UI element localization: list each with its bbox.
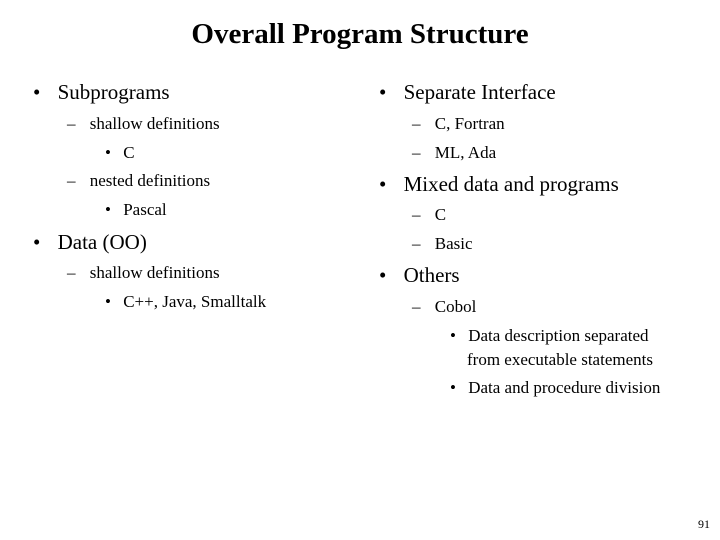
subsubbullet-label: Data and procedure division bbox=[468, 378, 661, 397]
subbullet-label: C bbox=[434, 205, 447, 224]
subbullet-label: shallow definitions bbox=[89, 114, 220, 133]
bullet-label: Subprograms bbox=[57, 80, 170, 104]
dash-icon: – bbox=[412, 297, 421, 316]
bullet-icon: • bbox=[105, 143, 111, 162]
subsubbullet-data-description bbox=[450, 327, 649, 344]
bullet-label: Separate Interface bbox=[403, 80, 556, 104]
subsubbullet-cpp-java-smalltalk bbox=[105, 293, 266, 310]
subsubbullet-c bbox=[105, 144, 135, 161]
bullet-icon: • bbox=[379, 263, 387, 287]
bullet-label: Others bbox=[403, 263, 460, 287]
subbullet-label: ML, Ada bbox=[434, 143, 497, 162]
bullet-others bbox=[379, 265, 460, 286]
subsubbullet-data-procedure-division bbox=[450, 379, 660, 396]
bullet-separate-interface bbox=[379, 82, 556, 103]
page-number: 91 bbox=[698, 517, 710, 531]
subsubbullet-label: from executable statements bbox=[467, 350, 653, 369]
bullet-icon: • bbox=[450, 378, 456, 397]
subbullet-cobol bbox=[412, 298, 476, 315]
dash-icon: – bbox=[67, 171, 76, 190]
bullet-label: Mixed data and programs bbox=[403, 172, 619, 196]
subbullet-label: Basic bbox=[434, 234, 473, 253]
subsubbullet-pascal bbox=[105, 201, 167, 218]
dash-icon: – bbox=[67, 114, 76, 133]
bullet-icon: • bbox=[450, 326, 456, 345]
bullet-icon: • bbox=[379, 172, 387, 196]
subbullet-basic bbox=[412, 235, 473, 252]
subbullet-label: nested definitions bbox=[89, 171, 211, 190]
bullet-icon: • bbox=[379, 80, 387, 104]
bullet-icon: • bbox=[105, 292, 111, 311]
subsubbullet-label: C++, Java, Smalltalk bbox=[123, 292, 267, 311]
subsubbullet-label: Pascal bbox=[123, 200, 167, 219]
subsubbullet-continuation bbox=[467, 351, 653, 368]
subbullet-nested-definitions bbox=[67, 172, 210, 189]
bullet-mixed-data-programs bbox=[379, 174, 619, 195]
subbullet-c bbox=[412, 206, 446, 223]
dash-icon: – bbox=[412, 143, 421, 162]
bullet-icon: • bbox=[33, 230, 41, 254]
bullet-label: Data (OO) bbox=[57, 230, 147, 254]
subbullet-ml-ada bbox=[412, 144, 496, 161]
bullet-subprograms bbox=[33, 82, 170, 103]
bullet-data-oo bbox=[33, 232, 147, 253]
dash-icon: – bbox=[412, 234, 421, 253]
dash-icon: – bbox=[412, 205, 421, 224]
dash-icon: – bbox=[412, 114, 421, 133]
subsubbullet-label: Data description separated bbox=[468, 326, 649, 345]
subbullet-shallow-definitions bbox=[67, 115, 220, 132]
subbullet-label: C, Fortran bbox=[434, 114, 505, 133]
subbullet-c-fortran bbox=[412, 115, 505, 132]
slide-title: Overall Program Structure bbox=[191, 18, 529, 50]
subsubbullet-label: C bbox=[123, 143, 135, 162]
subbullet-label: Cobol bbox=[434, 297, 477, 316]
subbullet-label: shallow definitions bbox=[89, 263, 220, 282]
dash-icon: – bbox=[67, 263, 76, 282]
bullet-icon: • bbox=[105, 200, 111, 219]
bullet-icon: • bbox=[33, 80, 41, 104]
subbullet-shallow-definitions-oo bbox=[67, 264, 220, 281]
